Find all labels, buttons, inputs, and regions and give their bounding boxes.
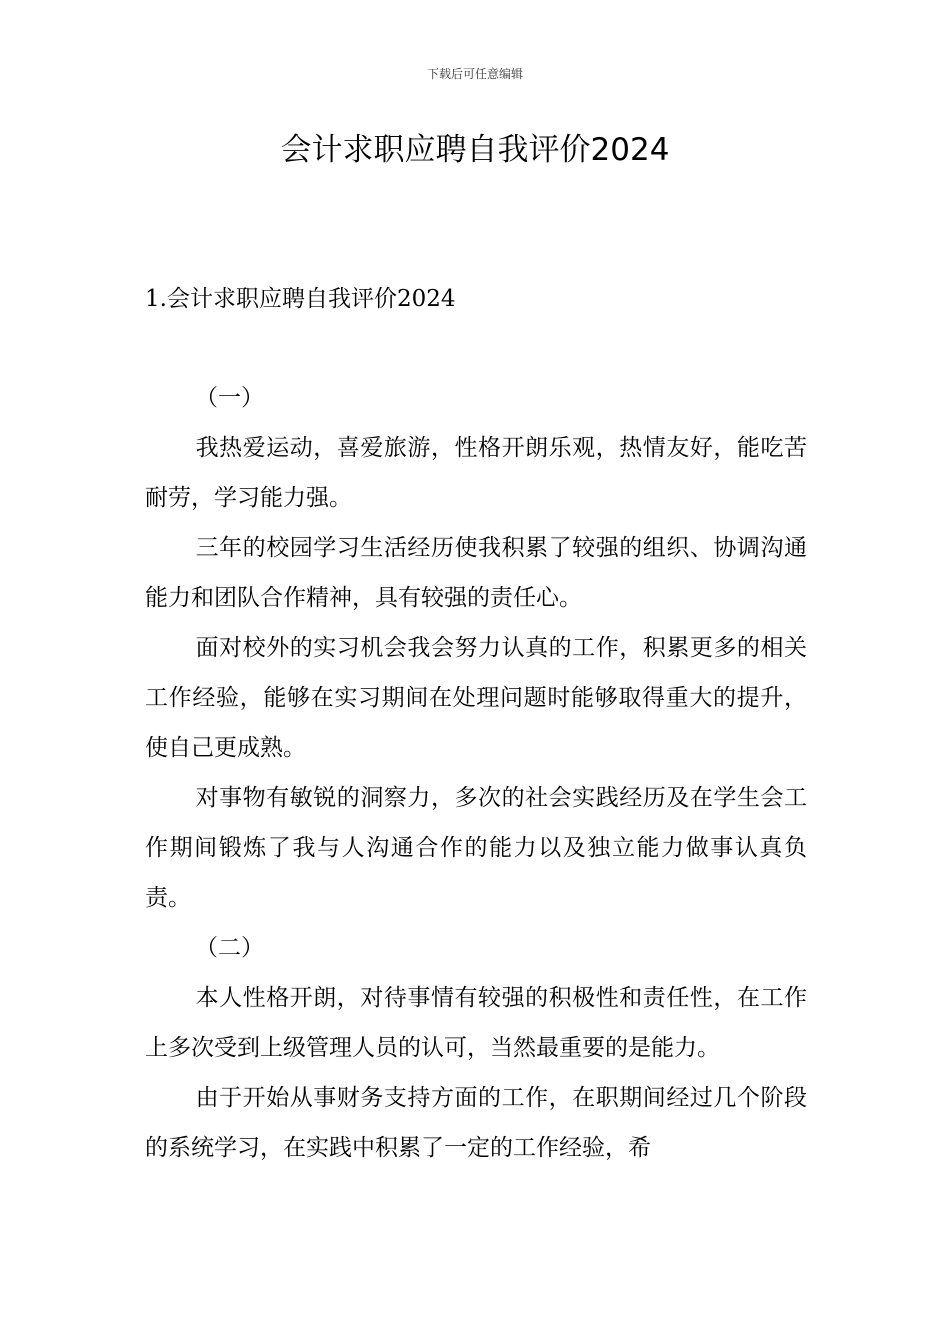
- section-heading: 1.会计求职应聘自我评价2024: [145, 286, 456, 312]
- document-body: [145, 373, 807, 1173]
- part-two: [145, 923, 807, 1173]
- part-label: （一）: [195, 385, 264, 411]
- document-title: 会计求职应聘自我评价2024: [280, 132, 670, 168]
- part-label: （二）: [195, 935, 264, 961]
- paragraph: 面对校外的实习机会我会努力认真的工作，积累更多的相关工作经验，能够在实习期间在处理问题时能够取得重大的提升，使自己更成熟。: [145, 635, 807, 761]
- paragraph: 三年的校园学习生活经历使我积累了较强的组织、协调沟通能力和团队合作精神，具有较强的责任心。: [145, 535, 807, 611]
- paragraph: 由于开始从事财务支持方面的工作，在职期间经过几个阶段的系统学习，在实践中积累了一定的工作经验，希: [145, 1085, 807, 1161]
- part-one: [145, 373, 807, 923]
- download-editable-note: 下载后可任意编辑: [426, 67, 523, 81]
- paragraph: 对事物有敏锐的洞察力，多次的社会实践经历及在学生会工作期间锻炼了我与人沟通合作的能力以及独立能力做事认真负责。: [145, 785, 807, 911]
- paragraph: 我热爱运动，喜爱旅游，性格开朗乐观，热情友好，能吃苦耐劳，学习能力强。: [145, 435, 807, 511]
- paragraph: 本人性格开朗，对待事情有较强的积极性和责任性，在工作上多次受到上级管理人员的认可，当然最重要的是能力。: [145, 985, 807, 1061]
